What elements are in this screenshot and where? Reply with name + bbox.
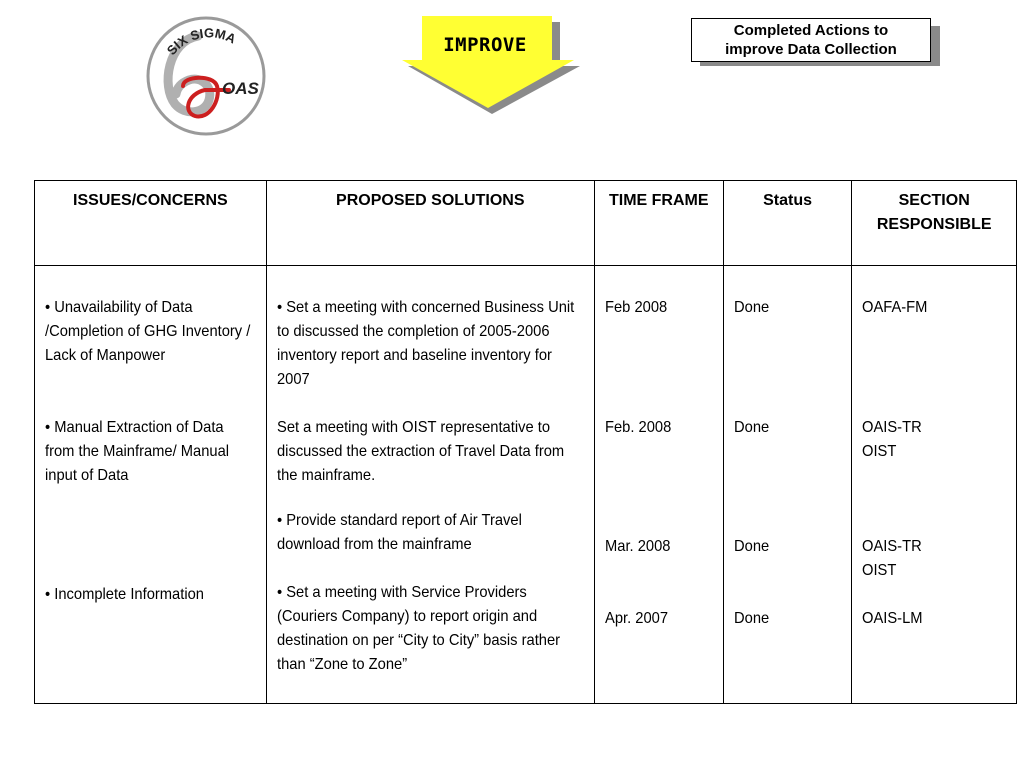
header-section	[852, 181, 1017, 266]
section-value: OAIS-TR	[862, 538, 923, 555]
time-frame-cell	[594, 266, 723, 704]
status-value: Done	[733, 419, 769, 436]
section-value: OAIS-LM	[862, 610, 923, 627]
table-row	[35, 266, 1017, 704]
section-value: OIST	[862, 443, 897, 460]
status-value: Done	[733, 538, 769, 555]
time-frame-value: Apr. 2007	[604, 610, 668, 627]
section-value: OIST	[862, 562, 897, 579]
solution-item: • Set a meeting with concerned Business Unit to discussed the completion of 2005-2006 inventory report and baseline inventory for 2007	[276, 299, 575, 388]
solutions-cell	[266, 266, 594, 704]
issue-item: • Manual Extraction of Data from the Mainframe/ Manual input of Data	[45, 419, 230, 484]
header-solutions: PROPOSED SOLUTIONS	[266, 181, 594, 266]
callout-line-1: Completed Actions to	[733, 22, 889, 39]
section-value: OAFA-FM	[862, 299, 928, 316]
header-section-line-1: SECTION	[898, 192, 970, 209]
logo-text-top: SIX SIGMA	[163, 25, 239, 58]
solution-item: Set a meeting with OIST representative to discussed the extraction of Travel Data from the mainframe.	[276, 419, 564, 484]
phase-label: IMPROVE	[443, 34, 527, 56]
header-time-frame: TIME FRAME	[594, 181, 723, 266]
table-header-row	[35, 181, 1017, 266]
time-frame-value: Feb. 2008	[604, 419, 672, 436]
header-status: Status	[723, 181, 852, 266]
logo-text-bottom: OAS	[222, 79, 259, 98]
issue-item: • Unavailability of Data /Completion of GHG Inventory / Lack of Manpower	[45, 299, 251, 364]
six-sigma-logo	[143, 16, 269, 136]
solution-item: • Provide standard report of Air Travel download from the mainframe	[276, 512, 522, 553]
solution-item: • Set a meeting with Service Providers (Couriers Company) to report origin and destination on per “City to City” basis rather than “Zone to Zone”	[276, 584, 560, 673]
issue-item: • Incomplete Information	[45, 586, 204, 603]
actions-table	[34, 180, 1017, 704]
issues-cell	[35, 266, 267, 704]
completed-actions-callout	[691, 18, 931, 62]
section-cell	[852, 266, 1017, 704]
header-issues: ISSUES/CONCERNS	[35, 181, 267, 266]
status-value: Done	[733, 299, 769, 316]
section-value: OAIS-TR	[862, 419, 923, 436]
header-section-line-2: RESPONSIBLE	[876, 216, 992, 233]
status-value: Done	[733, 610, 769, 627]
status-cell	[723, 266, 852, 704]
time-frame-value: Feb 2008	[604, 299, 667, 316]
time-frame-value: Mar. 2008	[604, 538, 671, 555]
callout-line-2: improve Data Collection	[725, 41, 897, 58]
